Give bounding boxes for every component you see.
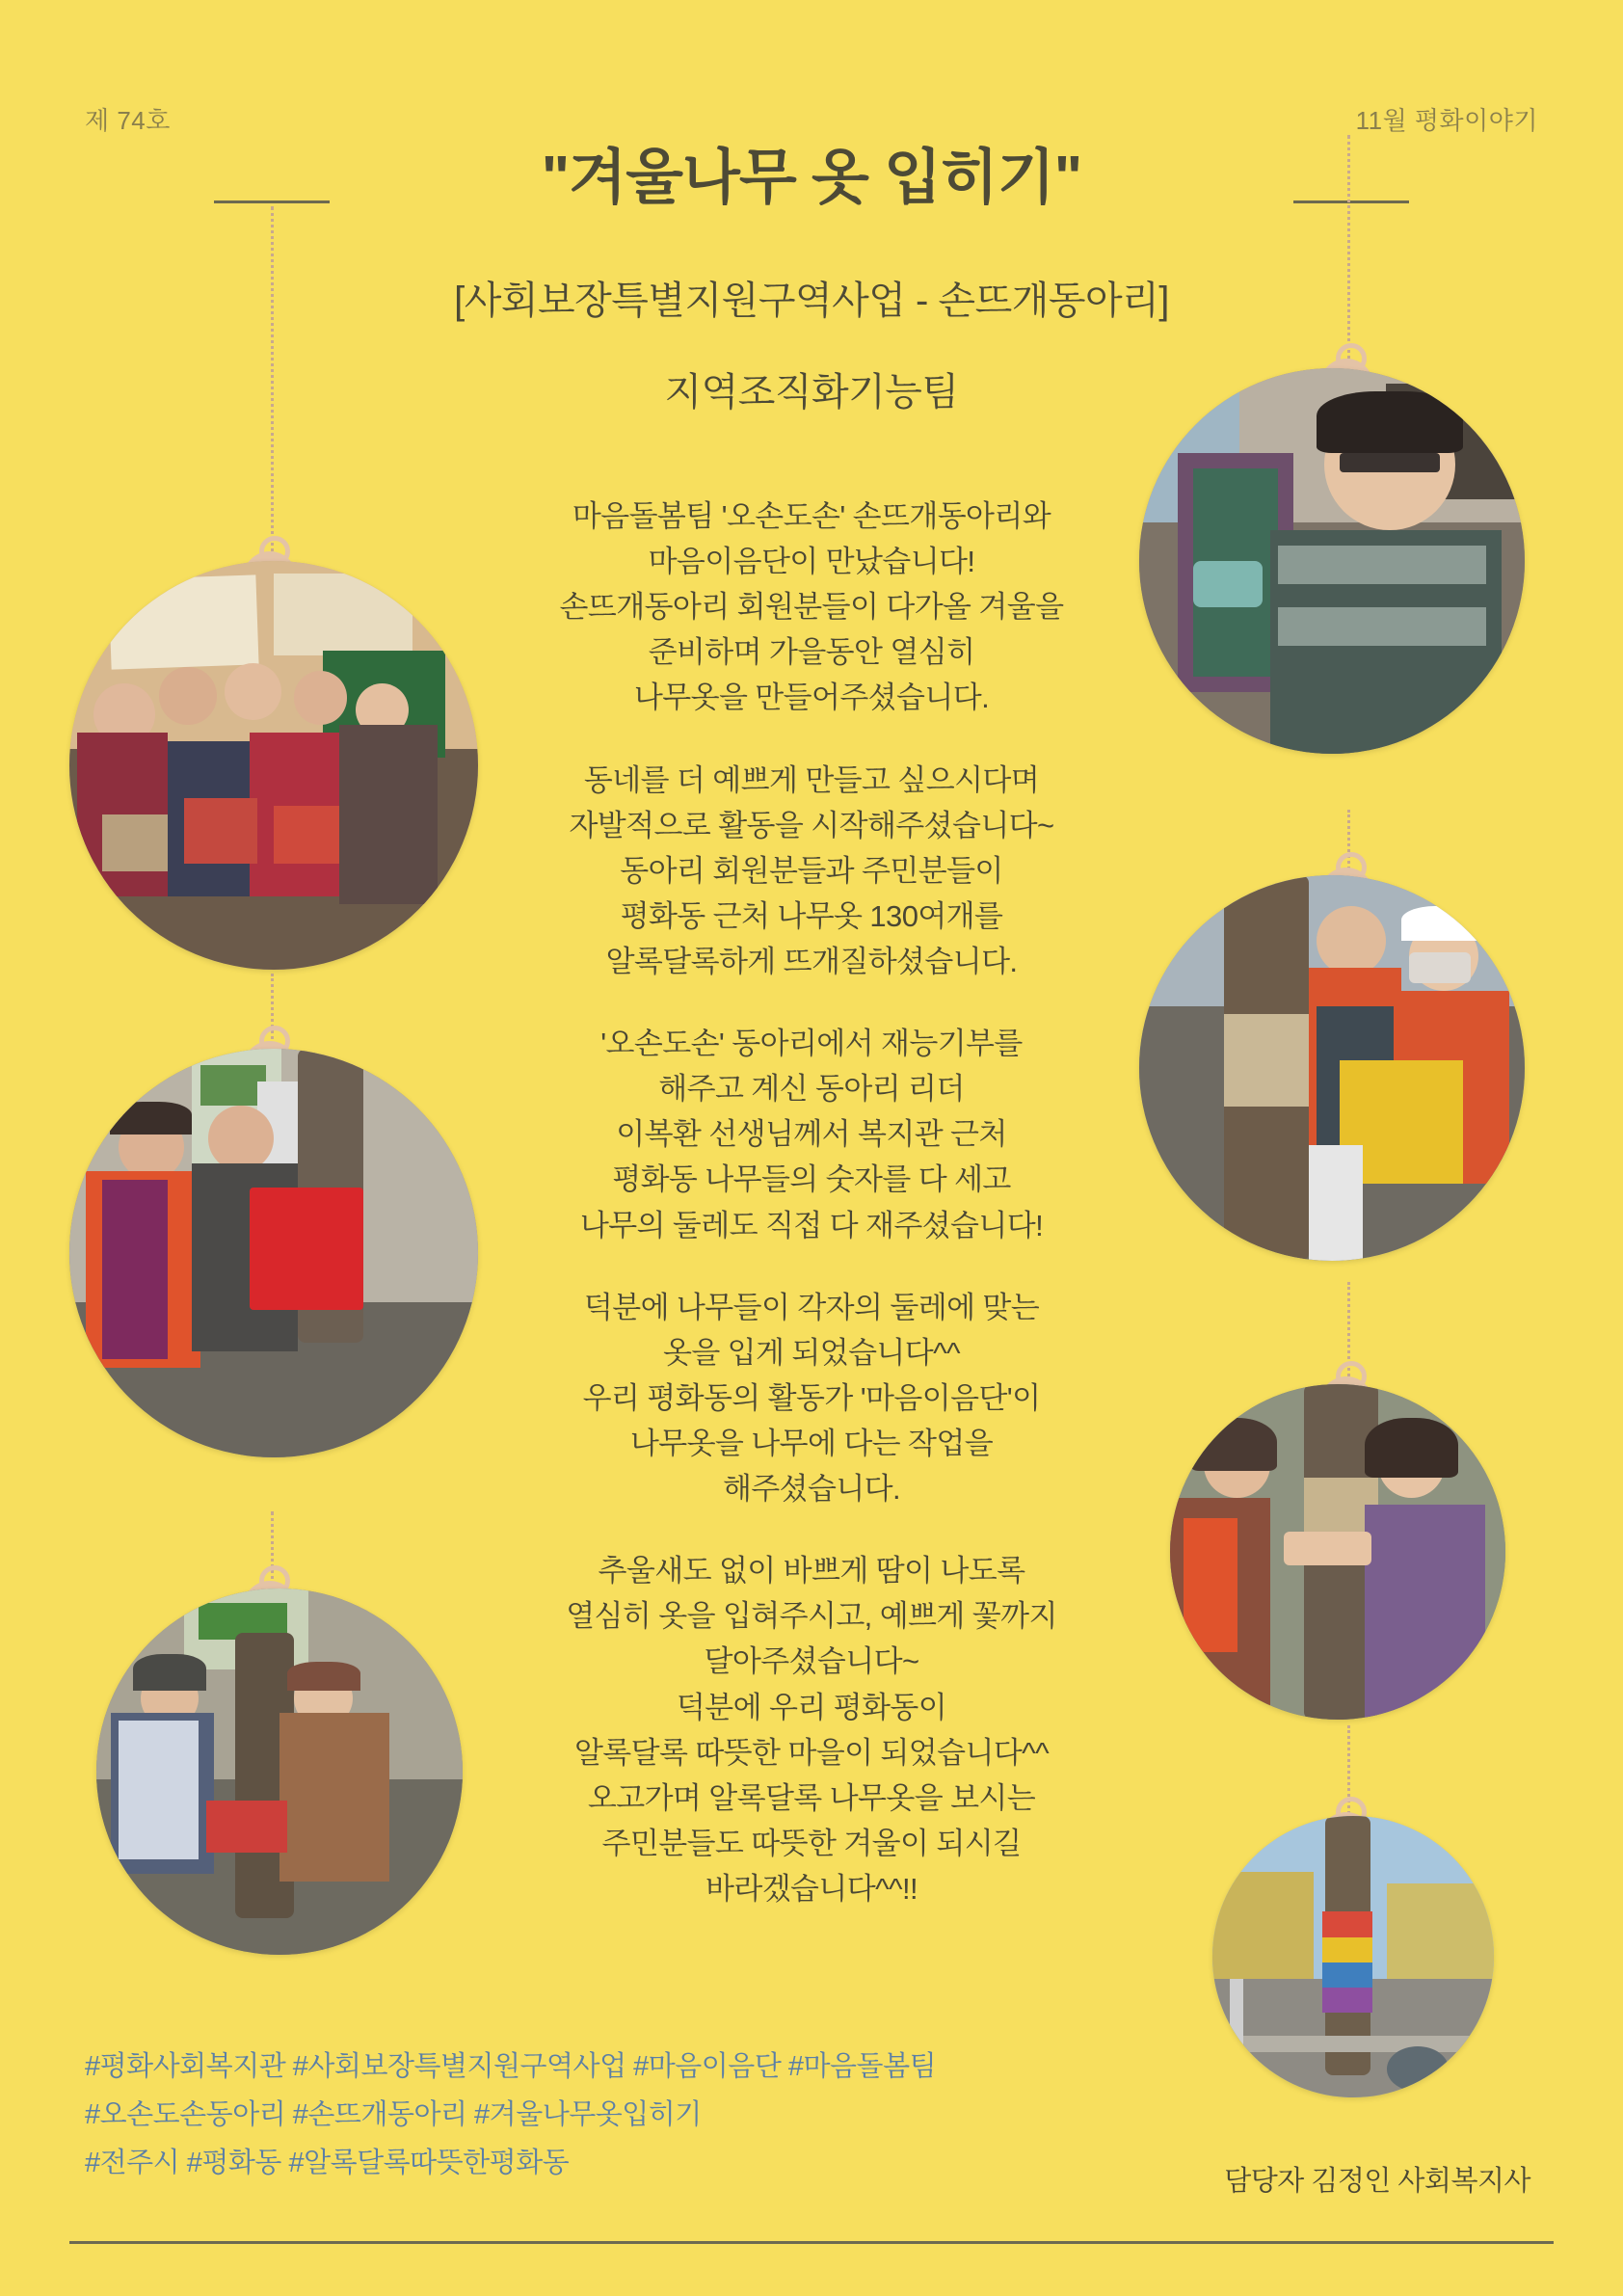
issue-number: 제 74호	[85, 106, 171, 135]
photo-two-women-tree	[1170, 1384, 1505, 1720]
paragraph-5: 추울새도 없이 바쁘게 땀이 나도록 열심히 옷을 입혀주시고, 예쁘게 꽃까지 달아주셨습니다~ 덕분에 우리 평화동이 알록달록 따뜻한 마을이 되었습니다^^ 오고가며 알록달록 나무옷을 보시는 주민분들도 따뜻한 겨울이 되시길 바라겠습니다^^!!	[566, 1554, 1057, 1906]
article-body	[474, 494, 1149, 1911]
page-title	[0, 143, 1623, 214]
paragraph-1: 마음돌봄팀 '오손도손' 손뜨개동아리와 마음이음단이 만났습니다! 손뜨개동아리 회원분들이 다가올 겨울을 준비하며 가을동안 열심히 나무옷을 만들어주셨습니다.	[559, 499, 1064, 715]
photo-street-tree-done	[1212, 1816, 1494, 2097]
paragraph-2: 동네를 더 예쁘게 만들고 싶으시다며 자발적으로 활동을 시작해주셨습니다~ 동아리 회원분들과 주민분들이 평화동 근처 나무옷 130여개를 알록달록하게 뜨개질하셨습니다.	[569, 762, 1054, 978]
photo-group-knitting	[69, 561, 478, 970]
hashtag-line-3: #전주시 #평화동 #알록달록따뜻한평화동	[85, 2147, 570, 2178]
month-tag: 11월 평화이야기	[1355, 106, 1538, 135]
hashtag-line-1: #평화사회복지관 #사회보장특별지원구역사업 #마음이음단 #마음돌봄팀	[85, 2051, 937, 2082]
hashtag-block	[85, 2043, 1241, 2188]
hanging-string-left-1	[271, 206, 277, 559]
staff-credit: 담당자 김정인 사회복지사	[1224, 2166, 1530, 2197]
photo-red-knit-handover	[69, 1049, 478, 1457]
main-title: "겨울나무 옷 입히기"	[541, 145, 1082, 211]
paragraph-3: '오손도손' 동아리에서 재능기부를 해주고 계신 동아리 리더 이복환 선생님께서 복지관 근처 평화동 나무들의 숫자를 다 세고 나무의 둘레도 직접 다 재주셨습니다!	[579, 1027, 1044, 1242]
photo-tree-wrapping-two	[96, 1589, 463, 1955]
team-name: 지역조직화기능팀	[664, 371, 959, 414]
paragraph-4: 덕분에 나무들이 각자의 둘레에 맞는 옷을 입게 되었습니다^^ 우리 평화동의 활동가 '마음이음단'이 나무옷을 나무에 다는 작업을 해주셨습니다.	[582, 1290, 1041, 1507]
bottom-rule	[69, 2241, 1554, 2244]
hanging-string-right-1	[1347, 135, 1353, 366]
photo-woman-holding-knit	[1139, 368, 1525, 754]
photo-volunteers-tree	[1139, 875, 1525, 1261]
hashtag-line-2: #오손도손동아리 #손뜨개동아리 #겨울나무옷입히기	[85, 2098, 702, 2130]
subtitle: [사회보장특별지원구역사업 - 손뜨개동아리]	[454, 280, 1169, 322]
